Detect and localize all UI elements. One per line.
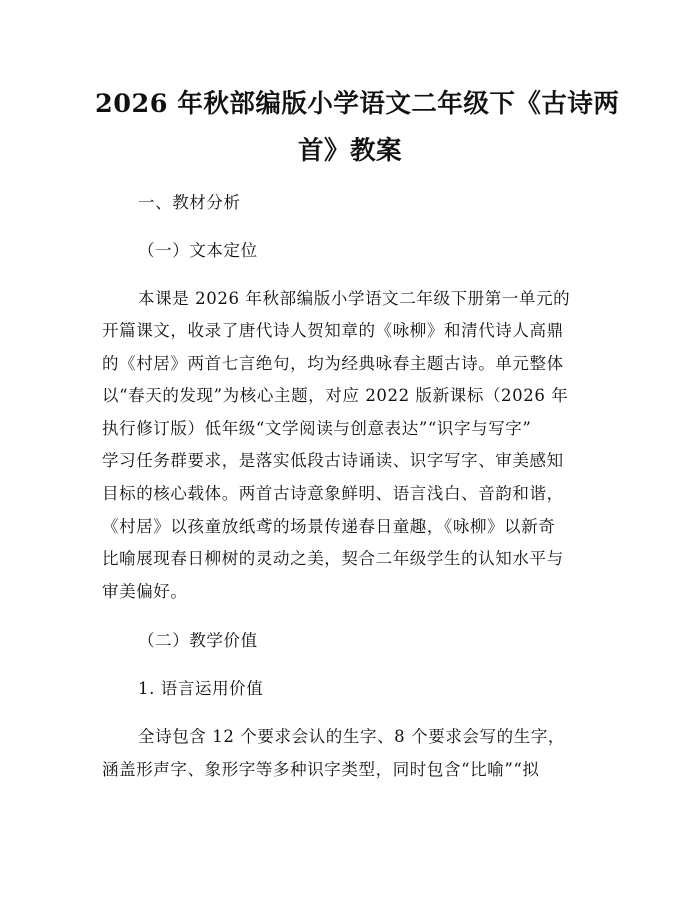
paragraph-line: 的《村居》两首七言绝句，均为经典咏春主题古诗。单元整体 — [102, 354, 564, 373]
list-item-heading-language-value: 1. 语言运用价值 — [138, 679, 264, 698]
subsection-heading-teaching-value: （二）教学价值 — [138, 631, 258, 650]
section-heading-textbook-analysis: 一、教材分析 — [138, 193, 241, 212]
paragraph-line: 开篇课文，收录了唐代诗人贺知章的《咏柳》和清代诗人高鼎 — [102, 321, 564, 340]
paragraph-line: 《村居》以孩童放纸鸢的场景传递春日童趣，《咏柳》以新奇 — [102, 517, 556, 536]
document-title-line-2: 首》教案 — [297, 136, 402, 166]
paragraph-line: 审美偏好。 — [102, 582, 188, 601]
paragraph-line: 执行修订版）低年级“文学阅读与创意表达”“识字与写字” — [102, 419, 532, 438]
paragraph-line: 目标的核心载体。两首古诗意象鲜明、语言浅白、音韵和谐， — [102, 484, 564, 503]
document-title-line-1: 2026 年秋部编版小学语文二年级下《古诗两 — [95, 89, 620, 119]
paragraph-line: 学习任务群要求，是落实低段古诗诵读、识字写字、审美感知 — [102, 451, 564, 470]
paragraph-line: 本课是 2026 年秋部编版小学语文二年级下册第一单元的 — [138, 289, 571, 308]
subsection-heading-text-positioning: （一）文本定位 — [138, 241, 258, 260]
paragraph-line: 全诗包含 12 个要求会认的生字、8 个要求会写的生字， — [138, 727, 566, 746]
paragraph-line: 比喻展现春日柳树的灵动之美，契合二年级学生的认知水平与 — [102, 549, 564, 568]
paragraph-line: 涵盖形声字、象形字等多种识字类型，同时包含“比喻”“拟 — [102, 760, 540, 779]
paragraph-line: 以“春天的发现”为核心主题，对应 2022 版新课标（2026 年 — [102, 386, 569, 405]
